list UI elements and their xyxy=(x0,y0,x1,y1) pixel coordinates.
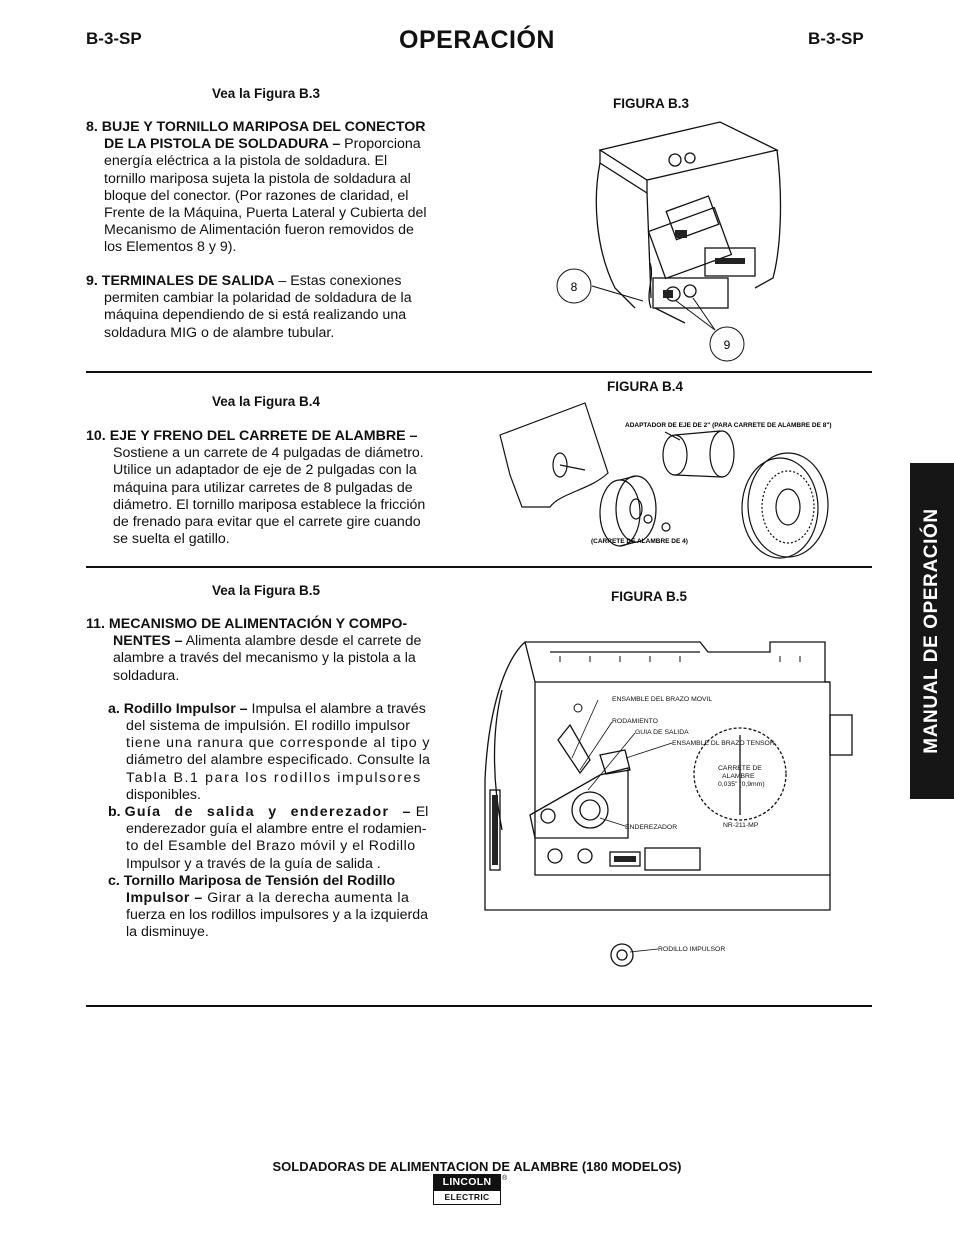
item-9-number: 9. xyxy=(86,273,98,289)
sub-c-title: Tornillo Mariposa de Tensión del Rodillo xyxy=(123,872,396,889)
item-10-title: EJE Y FRENO DEL CARRETE DE ALAMBRE – xyxy=(109,428,418,444)
item-11-line: soldadura. xyxy=(113,667,180,684)
sub-c-first: Girar a la derecha aumenta la xyxy=(207,890,410,907)
see-figure-b5: Vea la Figura B.5 xyxy=(212,583,321,598)
section-divider xyxy=(86,1005,872,1007)
item-10-line: Sostiene a un carrete de 4 pulgadas de diámetro. xyxy=(113,445,424,462)
item-9-title: TERMINALES DE SALIDA xyxy=(101,273,275,289)
item-10-number: 10. xyxy=(86,428,106,444)
figure-b4-drawing xyxy=(490,395,860,565)
sub-b-title: Guía de salida y enderezador – xyxy=(124,804,412,821)
fig-b5-bearing: RODAMIENTO xyxy=(612,718,658,725)
figure-b3-drawing xyxy=(555,118,795,368)
fig-b4-spool4-caption: (CARRETE DE ALAMBRE DE 4) xyxy=(591,538,688,545)
see-figure-b4: Vea la Figura B.4 xyxy=(212,394,321,409)
fig-b5-straightener: ENDEREZADOR xyxy=(625,824,678,831)
sub-c-title-cont: Impulsor – xyxy=(126,890,203,907)
lincoln-electric-logo xyxy=(433,1174,507,1204)
sub-b-letter: b. xyxy=(108,804,121,821)
page-code-left: B-3-SP xyxy=(86,29,142,48)
footer-title: SOLDADORAS DE ALIMENTACION DE ALAMBRE (180 MODELOS) xyxy=(272,1159,682,1174)
item-10-line: Utilice un adaptador de eje de 2 pulgadas con la xyxy=(113,462,417,479)
page-title: OPERACIÓN xyxy=(399,26,555,54)
item-11-text-first: Alimenta alambre desde el carrete de xyxy=(185,633,422,650)
fig-b5-outlet-guide: GUIA DE SALIDA xyxy=(635,729,689,736)
side-tab-label: MANUAL DE OPERACIÓN xyxy=(921,508,942,754)
section-side-tab[interactable] xyxy=(910,463,954,799)
fig-b5-drive-roll: RODILLO IMPULSOR xyxy=(658,946,726,953)
item-8-line: los Elementos 8 y 9). xyxy=(104,239,237,256)
sub-a-letter: a. xyxy=(108,700,120,717)
figure-b4-label: FIGURA B.4 xyxy=(607,379,684,394)
item-8-line: energía eléctrica a la pistola de soldadura. El xyxy=(104,153,388,170)
sub-b-line: enderezador guía el alambre entre el rodamien- xyxy=(126,821,427,838)
section-divider xyxy=(86,371,872,373)
item-9 xyxy=(86,273,464,342)
item-8-title-cont: DE LA PISTOLA DE SOLDADURA – xyxy=(104,136,341,153)
item-10-line: máquina para utilizar carretes de 8 pulgadas de xyxy=(113,479,413,496)
fig-b5-movable-arm: ENSAMBLE DEL BRAZO MOVIL xyxy=(612,696,713,703)
item-9-line: máquina dependiendo de si está realizando una xyxy=(104,307,407,324)
item-8-line: Frente de la Máquina, Puerta Lateral y Cubierta del xyxy=(104,205,427,222)
item-8-number: 8. xyxy=(86,119,98,135)
page-code-right: B-3-SP xyxy=(808,29,864,48)
logo-bottom: ELECTRIC xyxy=(433,1190,501,1205)
sub-c-line: fuerza en los rodillos impulsores y a la izquierda xyxy=(126,907,429,924)
figure-b5-drawing xyxy=(480,630,870,975)
item-11-title: MECANISMO DE ALIMENTACIÓN Y COMPO- xyxy=(108,616,408,632)
item-8 xyxy=(86,119,464,257)
item-9-text-first: – Estas conexiones xyxy=(278,273,402,289)
item-10 xyxy=(86,428,464,548)
fig-b5-part-no: NR-211-MP xyxy=(723,822,759,829)
logo-registered: ® xyxy=(502,1175,508,1182)
sub-a-line: disponibles. xyxy=(126,786,201,803)
sub-a-first: Impulsa el alambre a través xyxy=(251,700,426,717)
callout-9: 9 xyxy=(723,338,731,352)
fig-b5-spool-2: ALAMBRE xyxy=(722,773,755,780)
fig-b5-spool-1: CARRETE DE xyxy=(718,765,762,772)
item-11-line: alambre a través del mecanismo y la pistola a la xyxy=(113,650,416,667)
item-8-line: Mecanismo de Alimentación fueron removidos de xyxy=(104,222,414,239)
logo-top: LINCOLN xyxy=(433,1174,501,1190)
fig-b4-adapter-caption: ADAPTADOR DE EJE DE 2" (PARA CARRETE DE ALAMBRE DE 8") xyxy=(625,422,832,429)
sub-b-line: Impulsor y a través de la guía de salida . xyxy=(126,855,381,872)
fig-b5-spool-3: 0,035" (0,9mm) xyxy=(718,781,765,788)
item-10-line: de frenado para evitar que el carrete gire cuando xyxy=(113,514,421,531)
sub-a-line: del sistema de impulsión. El rodillo impulsor xyxy=(126,718,411,735)
item-8-title: BUJE Y TORNILLO MARIPOSA DEL CONECTOR xyxy=(101,119,426,135)
sub-c-line: la disminuye. xyxy=(126,924,209,941)
sub-b-first: El xyxy=(415,804,429,821)
callout-8: 8 xyxy=(570,280,578,294)
sub-a-line: Tabla B.1 para los rodillos impulsores xyxy=(126,769,422,786)
fig-b5-tension-arm: ENSAMBLE DL BRAZO TENSOR xyxy=(672,740,775,747)
sub-c-letter: c. xyxy=(108,872,120,889)
item-8-text-first: Proporciona xyxy=(344,136,421,153)
item-10-line: diámetro. El tornillo mariposa establece la fricción xyxy=(113,496,426,513)
sub-a-line: diámetro del alambre especificado. Consulte la xyxy=(126,752,431,769)
figure-b5-label: FIGURA B.5 xyxy=(611,589,688,604)
sub-a-line: tiene una ranura que corresponde al tipo y xyxy=(126,735,431,752)
section-divider xyxy=(86,566,872,568)
item-11-number: 11. xyxy=(86,616,105,632)
sub-a-title: Rodillo Impulsor – xyxy=(123,700,248,717)
item-11 xyxy=(86,616,464,942)
item-11-title-cont: NENTES – xyxy=(113,633,183,650)
figure-b3-label: FIGURA B.3 xyxy=(613,96,690,111)
item-9-line: permiten cambiar la polaridad de soldadura de la xyxy=(104,290,412,307)
item-9-line: soldadura MIG o de alambre tubular. xyxy=(104,324,335,341)
see-figure-b3: Vea la Figura B.3 xyxy=(212,86,321,101)
sub-b-line: to del Esamble del Brazo móvil y el Rodillo xyxy=(126,838,416,855)
item-10-line: se suelta el gatillo. xyxy=(113,531,230,548)
item-8-line: bloque del conector. (Por razones de claridad, el xyxy=(104,187,409,204)
item-8-line: tornillo mariposa sujeta la pistola de soldadura al xyxy=(104,170,411,187)
